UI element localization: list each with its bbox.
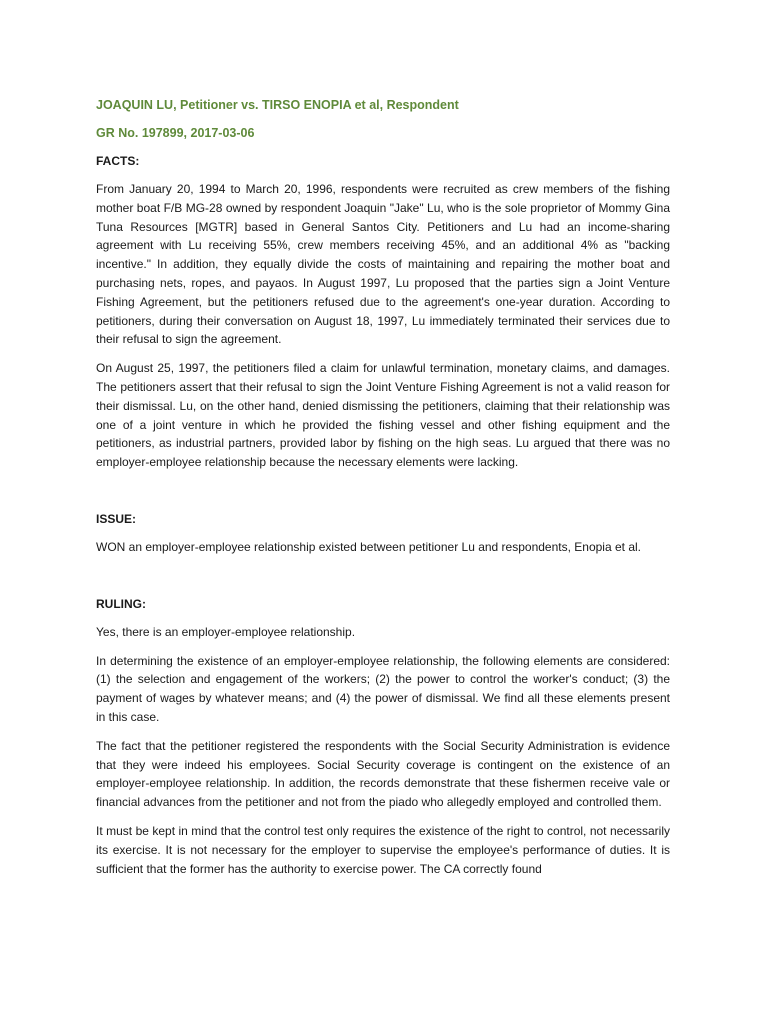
ruling-heading: RULING: [96, 596, 146, 611]
ruling-paragraph-4: It must be kept in mind that the control test only requires the existence of the right to control, not necessarily its exercise. It is not necessary for the employer to supervise the employee's performance of duties. It is sufficient that the former has the authority to exercise power. The CA correctly found [96, 823, 670, 876]
facts-paragraph-2: On August 25, 1997, the petitioners filed a claim for unlawful termination, monetary claims, and damages. The petitioners assert that their refusal to sign the Joint Venture Fishing Agreement is not a valid reason for their dismissal. Lu, on the other hand, denied dismissing the petitioners, claiming that their relationship was one of a joint venture in which he provided the fishing vessel and other fishing equipment and the petitioners, as industrial partners, provided labor by fishing on the high seas. Lu argued that there was no employer-employee relationship because the necessary elements were lacking. [96, 361, 670, 470]
facts-paragraph-1: From January 20, 1994 to March 20, 1996, respondents were recruited as crew members of the fishing mother boat F/B MG-28 owned by respondent Joaquin "Jake" Lu, who is the sole proprietor of Mommy Gina Tuna Resources [MGTR] based in General Santos City. Petitioners and Lu had an income-sharing agreement with Lu receiving 55%, crew members receiving 45%, and an additional 4% as "backing incentive." In addition, they equally divide the costs of maintaining and repairing the mother boat and purchasing nets, ropes, and payaos. In August 1997, Lu proposed that the parties sign a Joint Venture Fishing Agreement, but the petitioners refused due to the agreement's one-year duration. According to petitioners, during their conversation on August 18, 1997, Lu immediately terminated their services due to their refusal to sign the agreement. [96, 182, 670, 347]
issue-heading: ISSUE: [96, 511, 137, 526]
ruling-paragraph-1: Yes, there is an employer-employee relationship. [96, 624, 356, 639]
facts-heading: FACTS: [96, 154, 140, 168]
ruling-paragraph-3: The fact that the petitioner registered the respondents with the Social Security Administration is evidence that they were indeed his employees. Social Security coverage is contingent on the existence of an employer-employee relationship. In addition, the records demonstrate that these fishermen receive vale or financial advances from the petitioner and not from the piado who allegedly employed and controlled them. [96, 738, 670, 810]
case-number: GR No. 197899, 2017-03-06 [96, 126, 255, 140]
document-page [96, 90, 670, 878]
issue-text: WON an employer-employee relationship existed between petitioner Lu and respondents, Enopia et al. [96, 539, 641, 554]
ruling-paragraph-2: In determining the existence of an employer-employee relationship, the following elements are considered: (1) the selection and engagement of the workers; (2) the power to control the worker's conduct; (3) the payment of wages by whatever means; and (4) the power of dismissal. We find all these elements present in this case. [96, 653, 670, 724]
case-title: JOAQUIN LU, Petitioner vs. TIRSO ENOPIA et al, Respondent [96, 98, 459, 112]
